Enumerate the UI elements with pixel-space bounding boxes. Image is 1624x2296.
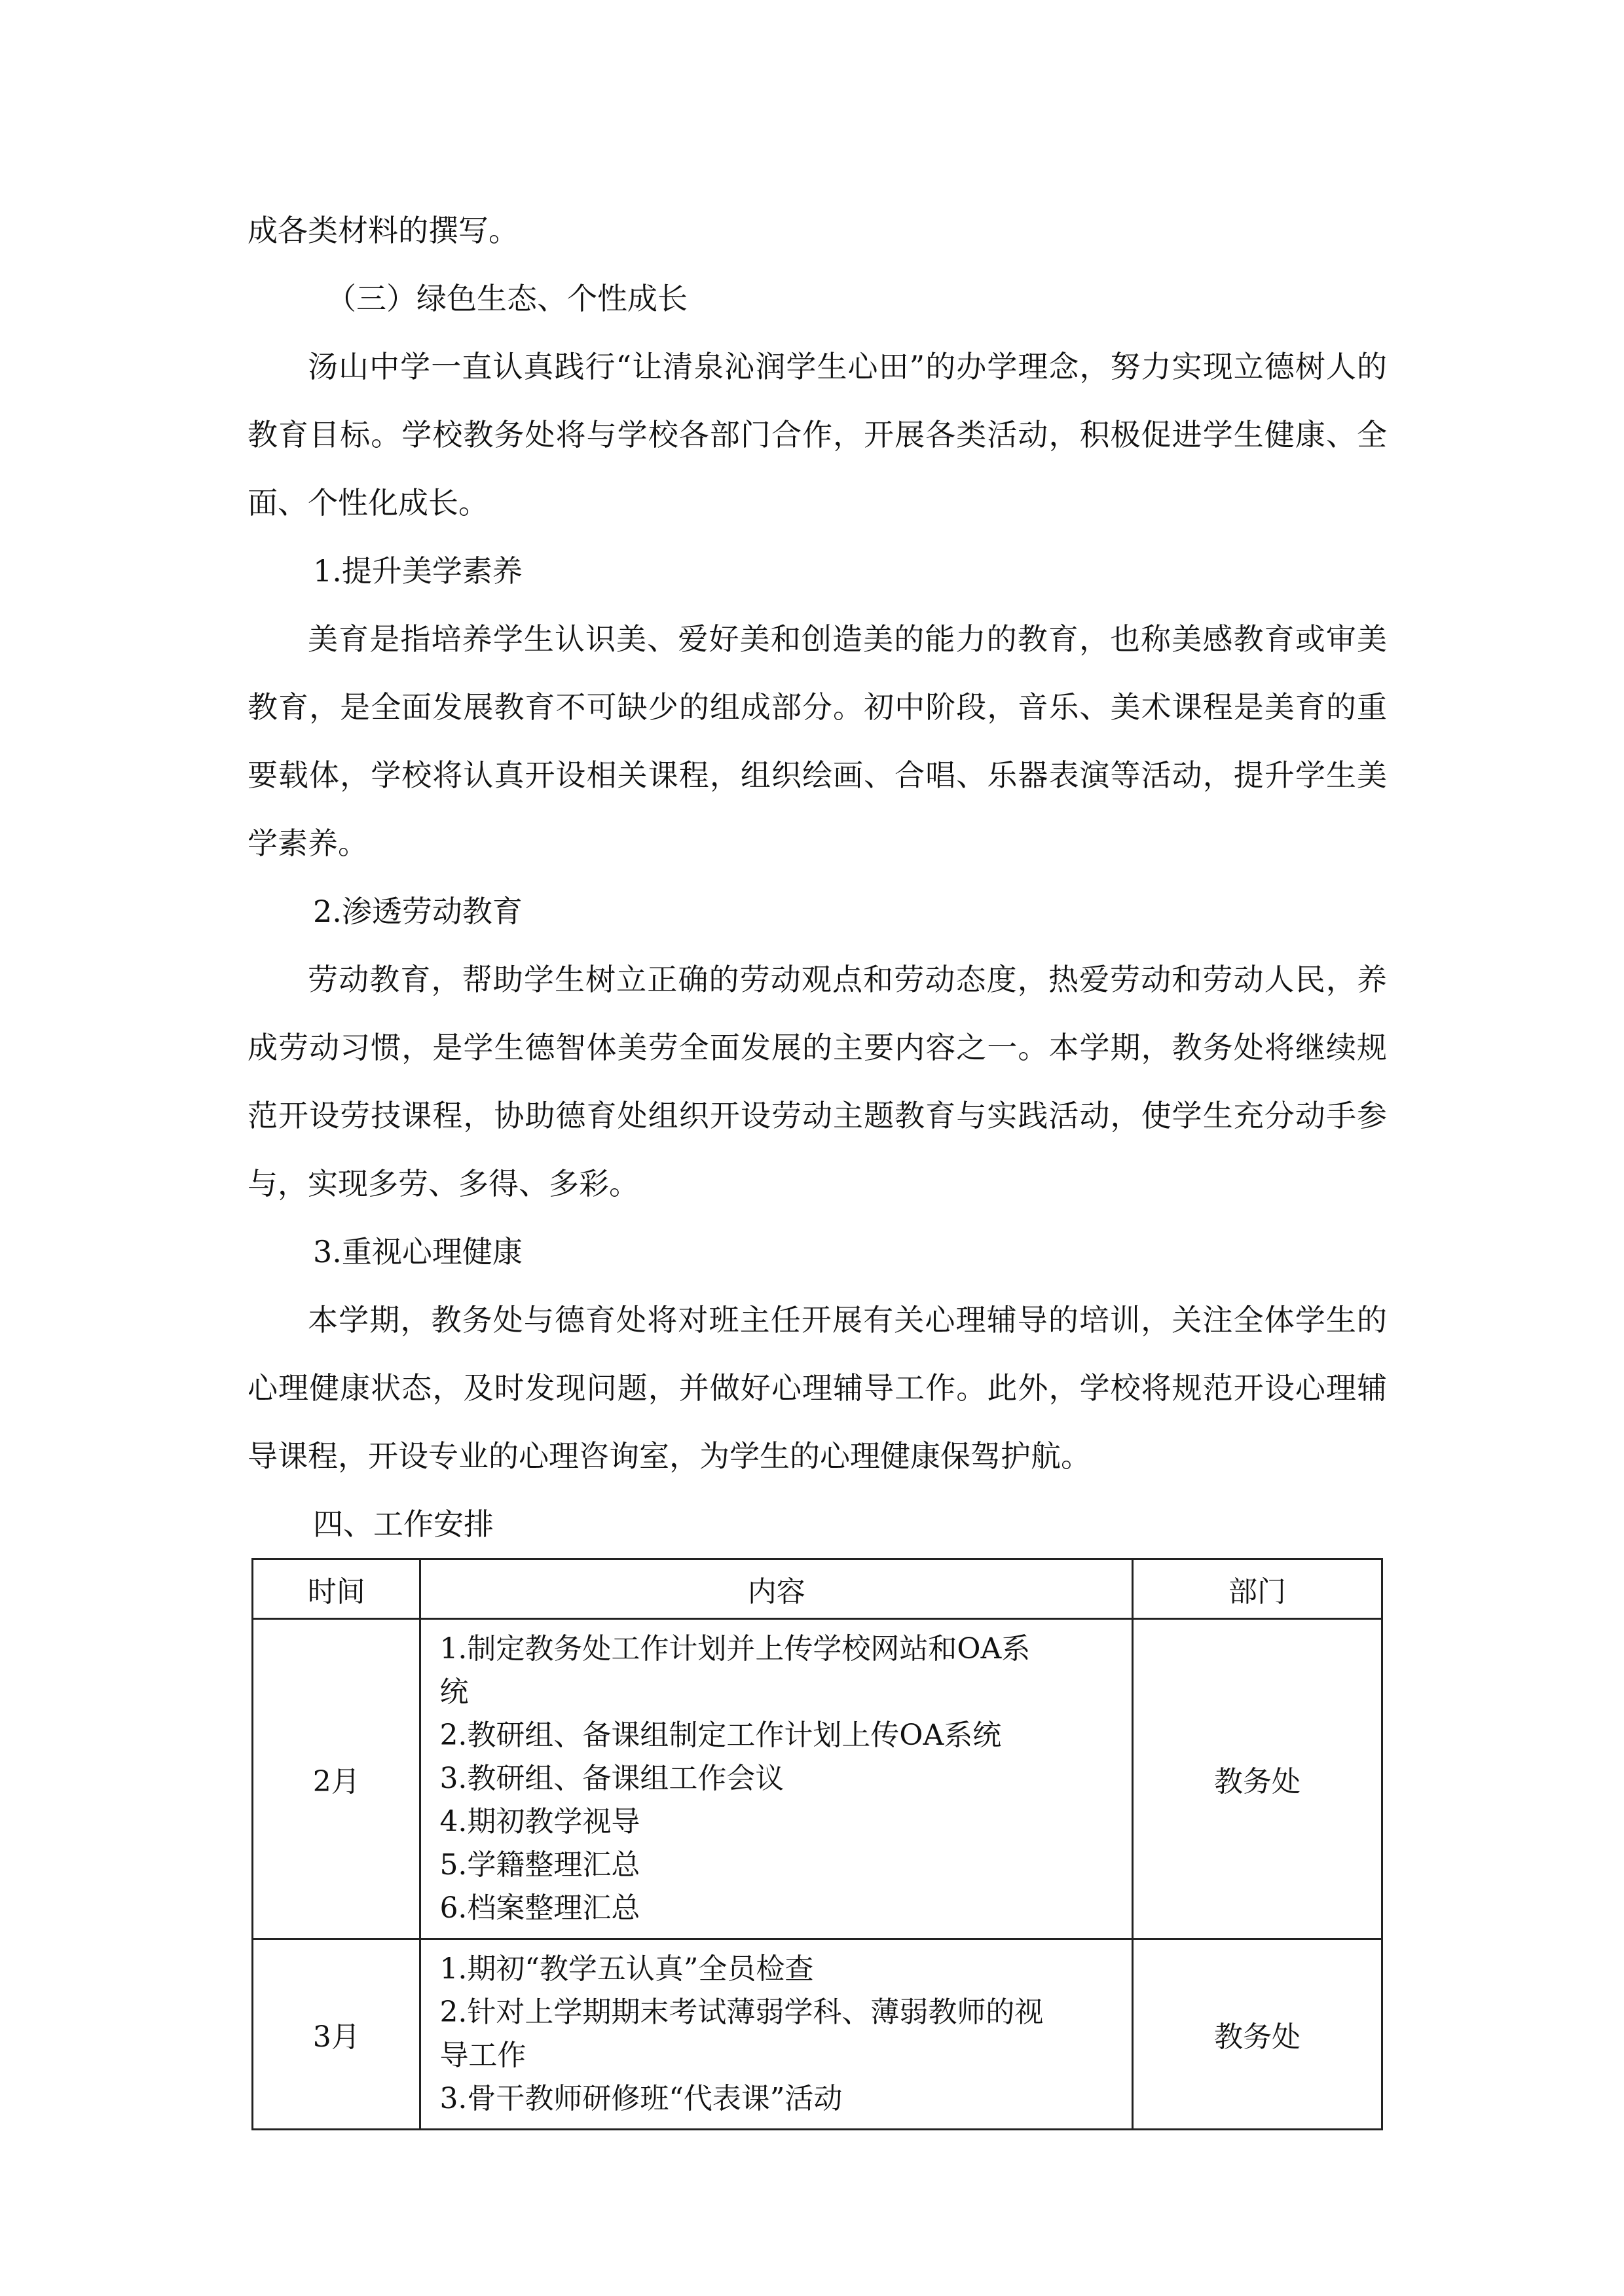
content-item: 2.针对上学期期末考试薄弱学科、薄弱教师的视: [439, 1995, 1044, 2029]
section-heading: （三）绿色生态、个性成长: [326, 281, 688, 316]
content-item: 导工作: [439, 2039, 526, 2072]
content-item: 2.教研组、备课组制定工作计划上传OA系统: [439, 1719, 1002, 1752]
row-department: 教务处: [1133, 1619, 1382, 1939]
paragraph: 本学期，教务处与德育处将对班主任开展有关心理辅导的培训，关注全体学生的心理健康状态，及时发现问题，并做好心理辅导工作。此外，学校将规范开设心理辅导课程，开设专业的心理咨询室，为学生的心理健康保驾护航。: [248, 1302, 1387, 1474]
table-row: [253, 1939, 1382, 2130]
subheading: 3.重视心理健康: [313, 1234, 523, 1269]
paragraph: 劳动教育，帮助学生树立正确的劳动观点和劳动态度，热爱劳动和劳动人民，养成劳动习惯，是学生德智体美劳全面发展的主要内容之一。本学期，教务处将继续规范开设劳技课程，协助德育处组织开设劳动主题教育与实践活动，使学生充分动手参与，实现多劳、多得、多彩。: [248, 962, 1387, 1201]
paragraph: 美育是指培养学生认识美、爱好美和创造美的能力的教育，也称美感教育或审美教育，是全面发展教育不可缺少的组成部分。初中阶段，音乐、美术课程是美育的重要载体，学校将认真开设相关课程，组织绘画、合唱、乐器表演等活动，提升学生美学素养。: [248, 621, 1387, 861]
header-content: 内容: [420, 1559, 1133, 1619]
paragraph: 汤山中学一直认真践行“让清泉沁润学生心田”的办学理念，努力实现立德树人的教育目标。学校教务处将与学校各部门合作，开展各类活动，积极促进学生健康、全面、个性化成长。: [248, 349, 1387, 520]
table-row: [253, 1619, 1382, 1939]
row-time: 3月: [253, 1939, 420, 2130]
content-item: 5.学籍整理汇总: [439, 1848, 640, 1882]
section-heading: 四、工作安排: [313, 1506, 494, 1542]
subheading: 2.渗透劳动教育: [313, 894, 523, 929]
paragraph-continuation: 成各类材料的撰写。: [248, 213, 519, 248]
content-item: 3.教研组、备课组工作会议: [439, 1762, 784, 1795]
header-department: 部门: [1133, 1559, 1382, 1619]
content-item: 3.骨干教师研修班“代表课”活动: [439, 2082, 843, 2115]
document-body: [248, 196, 1387, 1558]
row-department: 教务处: [1133, 1939, 1382, 2130]
content-item: 4.期初教学视导: [439, 1805, 640, 1838]
table-header-row: [253, 1559, 1382, 1619]
content-item: 6.档案整理汇总: [439, 1891, 640, 1925]
content-item: 1.期初“教学五认真”全员检查: [439, 1952, 814, 1986]
schedule-table: [251, 1558, 1383, 2130]
row-time: 2月: [253, 1619, 420, 1939]
content-item: 统: [439, 1675, 469, 1709]
row-content: [420, 1939, 1133, 2130]
content-item: 1.制定教务处工作计划并上传学校网站和OA系: [439, 1632, 1031, 1666]
row-content: [420, 1619, 1133, 1939]
subheading: 1.提升美学素养: [313, 553, 523, 589]
header-time: 时间: [253, 1559, 420, 1619]
